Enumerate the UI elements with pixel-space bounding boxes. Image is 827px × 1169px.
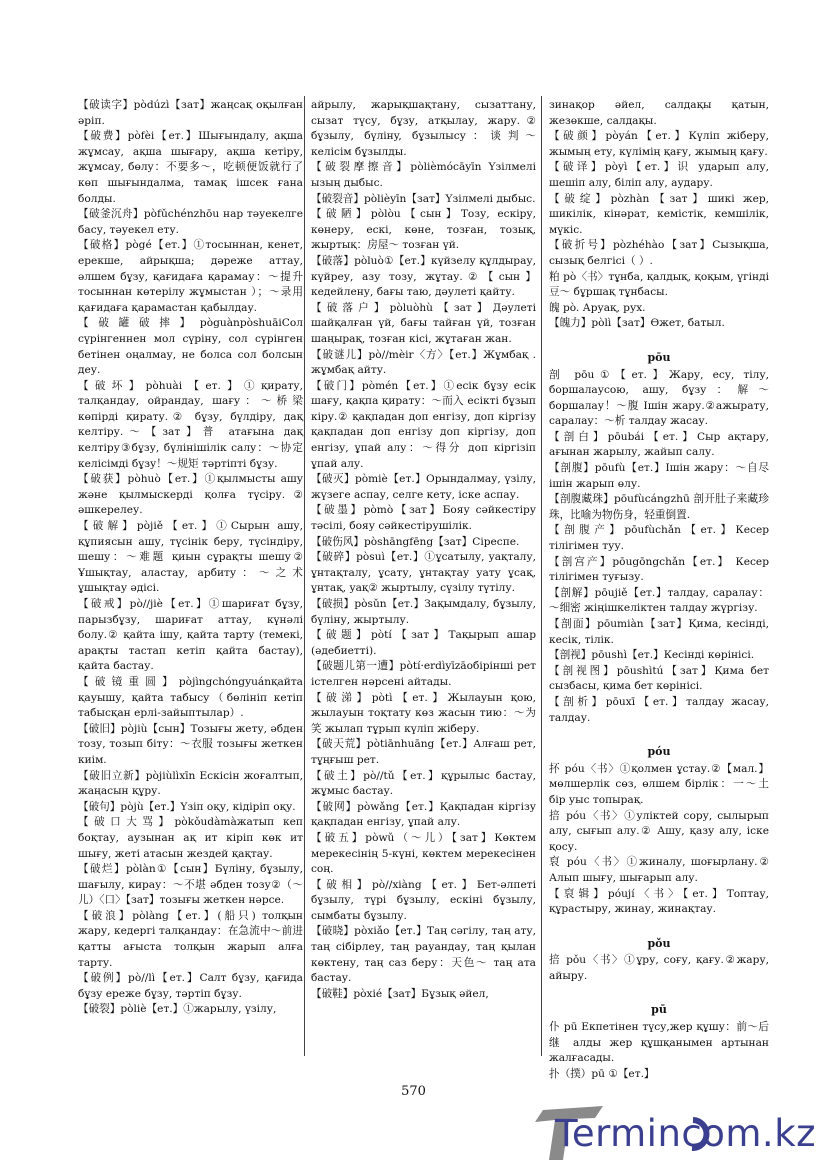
column-divider [304, 96, 305, 1056]
dictionary-entry: 【破釜沉舟】pòfǔchénzhōu нар тәуекелге басу, тәуекел ету. [78, 208, 303, 236]
dictionary-entry: 【破折号】pòzhéhào【зат】Сызықша, сызық белгісі（ ）. [549, 239, 769, 267]
dictionary-entry: 仆 pū Екпетінен түсу,жер құшу：前～后继 алды жер құшқанымен артынан жалғасады. [549, 1021, 769, 1065]
dictionary-entry: 【破绽】pòzhàn【зат】шикі жер, шикілік, кінәрат, кемістік, кемшілік, мүкіс. [549, 192, 769, 236]
dictionary-entry: 【剖解】pōujiě【ет.】талдау, саралау：～细密 жіңішкеліктен талдау жүргізу. [549, 586, 769, 615]
dictionary-entry: 【破格】pògé【ет.】①тосыннан, кенет, ерекше, айрықша; дәреже аттау, әлшем бұзу, қағидаға қарамау：～提升 тосыннан көтерілу жұмыстан ）；～录用 қағидаға қарамастан қабылдау. [78, 239, 303, 314]
dictionary-entry: 【破译】pòyì【ет.】识 ударып алу, шешіп алу, біліп алу, аудару. [549, 161, 769, 189]
dictionary-entry: 【破浪】pòlàng【ет.】(船只) толқын жару, кедергі талқандау：在急流中～前进 қатты ағыста толқын жарып алға тарту. [78, 909, 303, 969]
dictionary-entry: 粕 pò〈书〉тұнба, қалдық, қоқым, үгінді豆～ бұршақ тұнбасы. [549, 270, 769, 299]
dictionary-entry: 【破颜】pòyán【ет.】Күліп жіберу, жымың ету, күлімің қағу, жымың қағу. [549, 130, 769, 158]
dictionary-entry: 【破罐破摔】pòguànpòshuāiСол сүрінгеннен мол сүріну, сол сүрінген бетінен оңалмау, не болса сол болсын деу. [78, 317, 303, 377]
dictionary-entry: 抔 póu〈书〉①қолмен ұстау.②【мал.】мөлшерлік сөз, өлшем бірлік：一～土 бір уыс топырақ. [549, 762, 769, 806]
dictionary-entry: 【破涕】pòtì【ет.】Жылауын қою, жылауын тоқтату көз жасын тию：～为笑 жылап тұрып күліп жіберу. [311, 691, 536, 735]
logo-text: Termincom.kz [555, 1112, 817, 1155]
dictionary-entry: 【破相】pò//xiàng【ет.】Бет-әлпеті бұзылу, түрі бұзылу, ескіні бұзылу, сымбаты бұзылу. [311, 878, 536, 922]
dictionary-entry: 【剖析】pōuxī【ет.】талдау жасау, талдау. [549, 695, 769, 724]
dictionary-entry: 【破灭】pòmiè【ет.】Орындалмау, үзілу, жүзеге аспау, селге кету, іске аспау. [311, 473, 536, 501]
dictionary-entry: 【破落户】pòluòhù【зат】Дәулеті шайқалған үй, бағы тайған үй, тозған шаңырақ, тозған кісі, жұтаған жан. [311, 301, 536, 345]
dictionary-entry: 【破题儿第一遭】pòtí·erdìyīzāoбірінші рет істелген нәрсені айтады. [311, 660, 536, 688]
dictionary-entry: 【破口大骂】pòkǒudàmàжатып кеп боқтау, аузынан ақ ит кіріп көк ит шығу, жеті атасын жездей қақтау. [78, 816, 303, 860]
section-heading: pǒu [647, 936, 671, 950]
dictionary-entry: 【剖腹藏珠】pōufùcángzhū 剖开肚子来藏珍珠，比喻为物伤身，轻重倒置. [549, 493, 769, 521]
dictionary-entry: 【剖腹】pōufù【ет.】Ішін жару：～自尽 ішін жарып өлу. [549, 462, 769, 490]
dictionary-entry: 【破戒】pò//jiè【ет.】①шариғат бұзу, парызбұзу, шариғат аттау, күнәлі болу.② қайта ішу, қайта тарту (темекі, арақты тастап кетіп қайта бастау), қайта бастау. [78, 598, 303, 673]
dictionary-entry: 【破鞋】pòxié【зат】Бұзық әйел, [311, 987, 489, 1000]
section-heading: póu [647, 745, 671, 759]
dictionary-entry: 【破裂】pòliè【ет.】①жарылу, үзілу, [78, 1003, 277, 1016]
dictionary-entry: 【破落】pòluò①【ет.】күйзелу құлдырау, күйреу, азу тозу, жұтау.②【сын】кедейлену, бағы таю, дәулеті қайту. [311, 254, 536, 299]
dictionary-entry: 【破旧立新】pòjiùlìxīn Ескісін жоғалтып, жаңасын құру. [78, 769, 303, 798]
dictionary-entry: 【裒辑】póují〈书〉【ет.】Топтау, құрастыру, жинау, жинақтау. [549, 887, 769, 916]
dictionary-entry: 【剖视】pōushì【ет.】Кесінді көрінісі. [549, 649, 755, 662]
dictionary-entry: 【破陋】pòlòu【сын】Тозу, ескіру, көнеру, ескі, көне, тозған, тозық, жыртық：房屋～ тозған үй. [311, 208, 536, 252]
dictionary-entry: 【破旧】pòjiù【сын】Тозығы жету, әбден тозу, тозып біту：～衣服 тозығы жеткен киім. [78, 722, 303, 766]
dictionary-entry: айрылу, жарықшақтану, сызаттану, сызат түсу, бұзу, атқылау, жару.② бұзылу, бүлінy, бұзылысу：谈判～ келісім бұзылды. [311, 99, 536, 158]
dictionary-entry: 魄 pò. Аруақ, рух. [549, 301, 646, 314]
dictionary-entry: 【破墨】pòmò【зат】Бояу сәйкестіру тәсілі, бояу сәйкестірушілік. [311, 504, 536, 533]
dictionary-entry: 【破费】pòfèi【ет.】Шығындалу, ақша жұмсау, ақша шығару, ақша кетіру, жұмсау, бөлу：不要多～，吃顿便饭就行了 көп шығындалма, тамақ ішсек ғана болды. [78, 130, 303, 205]
dictionary-entry: 【破题】pòtí【зат】Тақырып ашар (әдебиетті). [311, 629, 536, 657]
column-middle [311, 98, 536, 1002]
dictionary-entry: 掊 pǒu〈书〉①ұру, соғу, қағу.②жару, айыру. [549, 954, 769, 982]
column-left [78, 98, 303, 1018]
section-heading: pōu [647, 350, 671, 364]
dictionary-entry: 【破伤风】pòshāngfēng【зат】Сіреспе. [311, 535, 520, 548]
dictionary-entry: 【剖面】pōumiàn【зат】Қима, кесінді, кесік, тілік. [549, 618, 769, 646]
dictionary-entry: 【破裂音】pòlièyīn【зат】Үзілмелі дыбыс. [311, 192, 536, 205]
dictionary-entry: 【破网】pòwǎng【ет.】Қақпадан кіргізу қақпадан енгізу, ұпай алу. [311, 800, 536, 829]
dictionary-entry: 【破烂】pòlàn①【сын】Бүліну, бұзылу, шағылу, кирау：～不堪 әбден тозу②（～儿）〈口〉【зат】тозығы жеткен нәрсе. [78, 863, 303, 907]
dictionary-entry: 【破晓】pòxiǎo【ет.】Таң сәгілу, таң ату, таң сібірлеу, таң рауандау, таң қылан көктену, таң саз беру：天色～ таң ата бастау. [311, 925, 536, 985]
dictionary-entry: 【剖腹产】pōufùchǎn【ет.】Кесер тілігімен туу. [549, 524, 769, 553]
dictionary-entry: 【剖宫产】pōugōngchǎn【ет.】 Кесер тілігімен туғызу. [549, 555, 769, 584]
column-right [549, 98, 769, 1082]
dictionary-entry: 剖 pōu①【ет.】Жару, есу, тілу, боршалаусою, ашу, бұзу：解～ боршалау！～腹 Ішін жару.②ажырату, саралау：～析 талдау жасау. [549, 368, 769, 428]
dictionary-entry: 【破例】pò//lì【ет.】Салт бұзу, қағида бұзу ереже бұзу, тәртіп бұзу. [78, 972, 303, 1000]
dictionary-entry: 【破获】pòhuò【ет.】①қылмысты ашу және қылмыскерді қолға түсіру.② әшкерелеу. [78, 473, 303, 517]
dictionary-entry: 【破门】pòmén【ет.】①есік бұзу есік шағу, қақпа қирату：～而入 есікті бұзып кіру.② қақпадан доп енгізу, доп кіргізу қақпадан доп енгізу доп кіргізу, доп енгізу, ұпай алу：～得分 доп кіргізіп ұпай алу. [311, 379, 536, 470]
dictionary-entry: 【破坏】pòhuài【ет.】①қирату, талқандау, ойрандау, шағу：～桥梁 көпірді қирату.② бұзу, бүлдіру, дақ келтіру.～【зат】普 атағына дақ келтіру③бұзу, бүлінішілік салу：～协定 келісімді бұзу！～规矩 тәртіпті бұзу. [78, 379, 303, 470]
dictionary-entry: 【破解】pòjiě【ет.】①Сырын ашу, құпиясын ашу, түсінік беру, түсіндіру, шешу：～难题 қиын сұрақты шешу② Ұшықтау, аластау, арбиту：～之术 ұшықтау әдісі. [78, 520, 303, 595]
dictionary-entry: 【破碎】pòsuì【ет.】①ұсатылу, уақталу, ұнтақталу, ұсату, ұнтақтау уату ұсақ, ұнтақ, уақ② жыртылу, сүзілу түтілу. [311, 551, 536, 595]
dictionary-entry: 裒 póu〈书〉①жиналу, шоғырлану.② Алып шығу, шығарып алу. [549, 856, 769, 884]
dictionary-entry: 【剖视图】pōushìtú【зат】Қима бет сызбасы, қима бет көрінісі. [549, 664, 769, 693]
dictionary-entry: 【破谜儿】pò//mèir〈方〉【ет.】Жұмбақ . жұмбақ айту. [311, 348, 536, 377]
dictionary-entry: 【剖白】pōubái【ет.】Сыр ақтару, ағынан жарылу, жайып салу. [549, 430, 769, 459]
page-number: 570 [401, 1084, 426, 1099]
column-divider [541, 96, 542, 1056]
dictionary-entry: 【破镜重圆】pòjìngchóngyuánқайта қауышу, қайта табысу（бөлініп кетіп табысқан ерлі-зайыптылар）. [78, 675, 303, 720]
dictionary-entry: 扑（撲）pū ①【ет.】 [549, 1067, 655, 1080]
dictionary-entry: 掊 póu〈书〉①уліктей сору, сылырып алу, сығып алу.② Ашу, қазу алу, іске қосу. [549, 809, 769, 853]
dictionary-entry: 【破天荒】pòtiānhuāng【ет.】Алғаш рет, тұңғыш рет. [311, 738, 536, 766]
dictionary-entry: 【破读字】pòdúzì【зат】жаңсақ оқылған әріп. [78, 99, 303, 127]
dictionary-entry: 【破五】pòwǔ（～儿）【зат】Көктем мерекесінің 5-күні, көктем мерекесінен соң. [311, 831, 536, 876]
dictionary-entry: зинақор әйел, салдақы қатын, жезөкше, салдақы. [549, 99, 769, 127]
section-heading: pū [651, 1003, 667, 1017]
dictionary-entry: 【破裂摩擦音】pòlièmócāyīn Үзілмелі ызың дыбыс. [311, 161, 536, 189]
dictionary-entry: 【破土】pò//tǔ【ет.】құрылыс бастау, жұмыс бастау. [311, 769, 536, 798]
dictionary-entry: 【魄力】pòlì【зат】Өжет, батыл. [549, 317, 725, 330]
dictionary-entry: 【破损】pòsǔn【ет.】Зақымдалу, бұзылу, бүліну, жыртылу. [311, 598, 536, 626]
dictionary-entry: 【破句】pòjù【ет.】Үзіп оқу, кідіріп оқу. [78, 800, 296, 813]
